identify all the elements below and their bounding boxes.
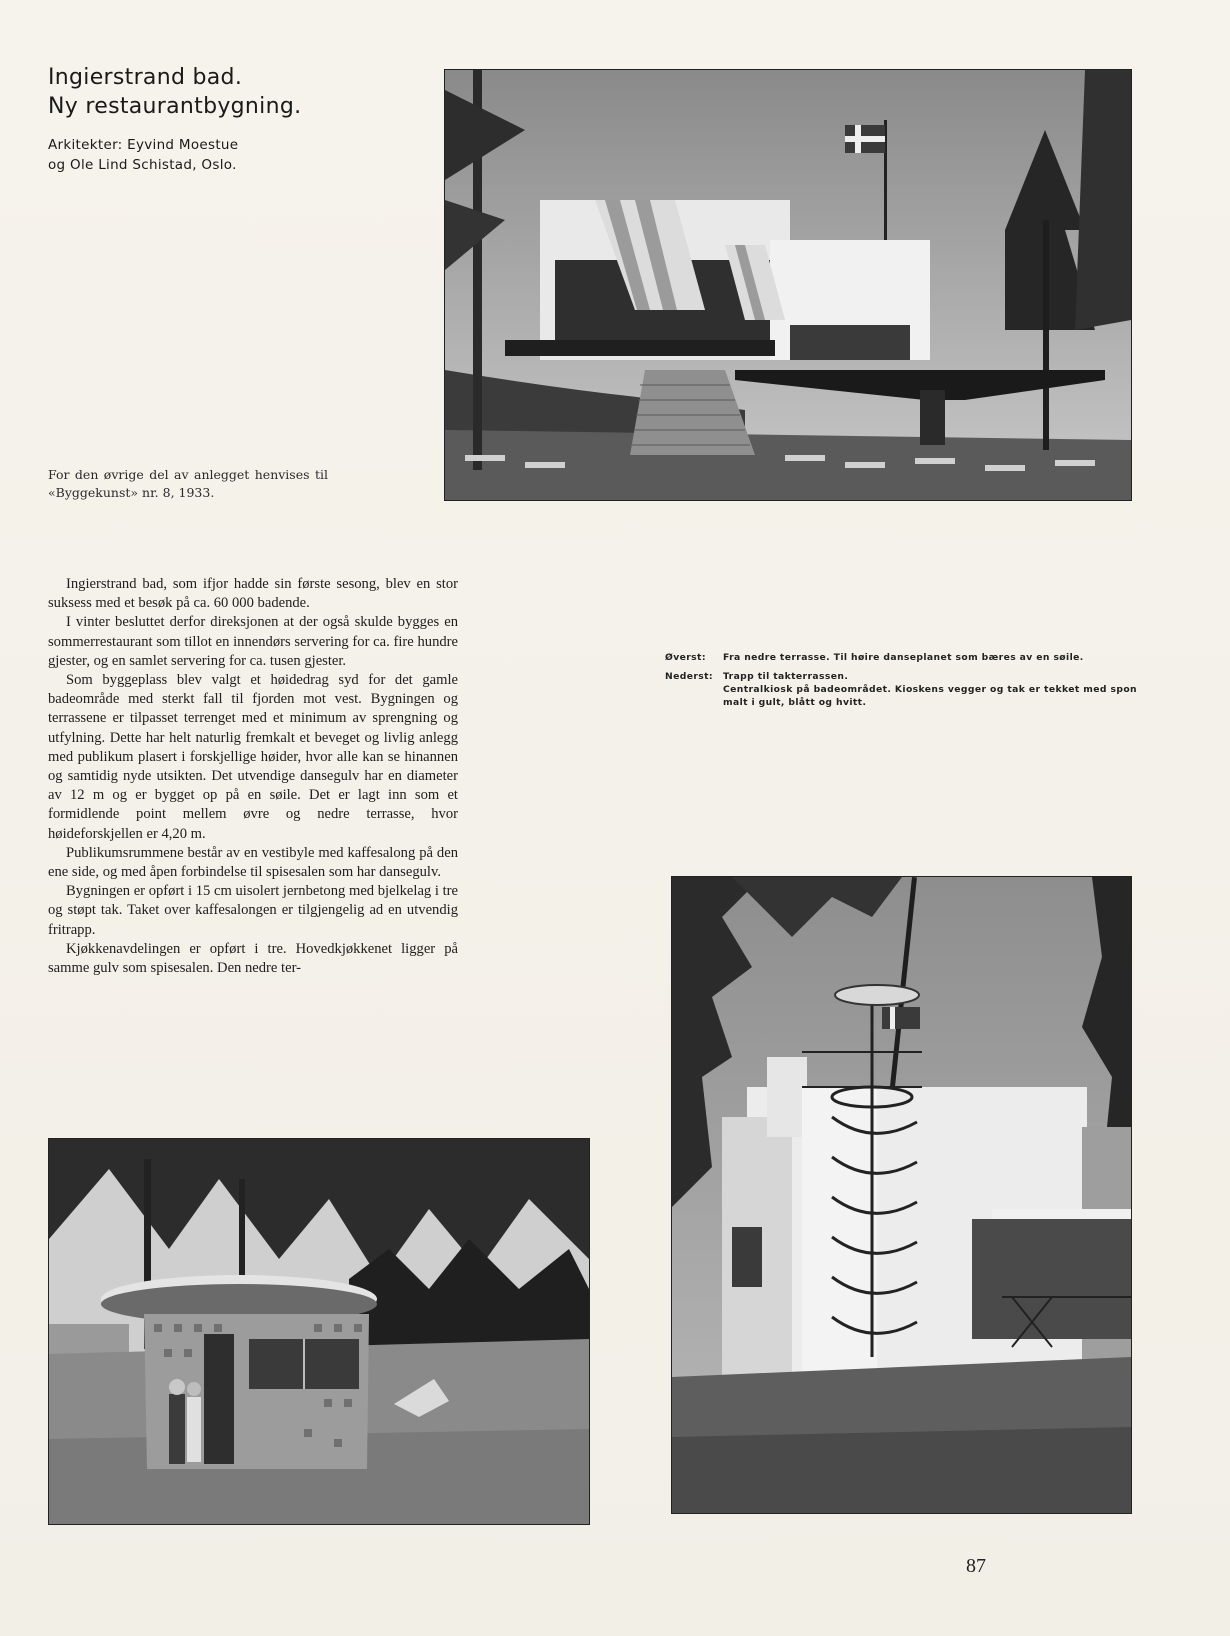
photo-captions bbox=[665, 651, 1137, 715]
body-paragraph: Bygningen er opført i 15 cm uisolert jernbetong med bjelkelag i tre og støpt tak. Taket over kaffesalongen er tilgjengelig ad en utvendig fritrapp. bbox=[48, 883, 458, 938]
architects-line-2: og Ole Lind Schistad, Oslo. bbox=[48, 157, 237, 173]
body-paragraph: I vinter besluttet derfor direksjonen at der også skulde bygges en sommerrestaurant som tillot en innendørs servering for ca. fire hundre gjester, og en samlet servering for ca. tusen gjester. bbox=[48, 614, 458, 669]
reference-note: For den øvrige del av anlegget henvises til «Byggekunst» nr. 8, 1933. bbox=[48, 467, 328, 500]
article-body bbox=[48, 575, 458, 978]
body-paragraph: Som byggeplass blev valgt et høidedrag syd for det gamle badeområde med sterkt fall til fjorden mot vest. Bygningen og terrassene er tilpasset terrenget med et minimum av sprengning og utfylning. Dette har helt naturlig fremkalt et beveget og livlig anlegg med publikum plasert i forskjellige høider, hvor alle kan se hinannen og samtidig nyde utsikten. Det utvendige dansegulv har en diameter av 12 m og er bygget op på en søile. Det er lagt inn som et formidlende point mellem øvre og nedre terrasse, hvor høideforskjellen er 4,20 m. bbox=[48, 672, 458, 842]
spiral-stair-photo bbox=[671, 876, 1132, 1514]
article-header bbox=[48, 63, 388, 175]
architects-line-1: Arkitekter: Eyvind Moestue bbox=[48, 137, 239, 153]
restaurant-photo bbox=[444, 69, 1132, 501]
caption-bottom bbox=[665, 670, 1137, 709]
caption-top-label: Øverst: bbox=[665, 652, 706, 663]
caption-top bbox=[665, 651, 1137, 664]
title-line-1: Ingierstrand bad. bbox=[48, 65, 243, 90]
caption-bottom-label: Nederst: bbox=[665, 671, 713, 682]
architects-credit bbox=[48, 135, 388, 175]
body-paragraph: Ingierstrand bad, som ifjor hadde sin første sesong, blev en stor suksess med et besøk på ca. 60 000 badende. bbox=[48, 576, 458, 612]
caption-top-text: Fra nedre terrasse. Til høire danseplanet som bæres av en søile. bbox=[723, 652, 1084, 663]
title-line-2: Ny restaurantbygning. bbox=[48, 94, 302, 119]
caption-bottom-line-2: Centralkiosk på badeområdet. Kioskens vegger og tak er tekket med spon malt i gult, blått og hvitt. bbox=[723, 684, 1137, 708]
article-title bbox=[48, 63, 388, 121]
kiosk-photo bbox=[48, 1138, 590, 1525]
body-paragraph: Publikumsrummene består av en vestibyle med kaffesalong på den ene side, og med åpen forbindelse til spisesalen som har dansegulv. bbox=[48, 844, 458, 881]
page-number: 87 bbox=[966, 1555, 986, 1577]
body-paragraph: Kjøkkenavdelingen er opført i tre. Hovedkjøkkenet ligger på samme gulv som spisesalen. Den nedre ter- bbox=[48, 940, 458, 977]
caption-bottom-line-1: Trapp til takterrassen. bbox=[723, 671, 849, 682]
caption-bottom-text bbox=[723, 670, 1137, 709]
